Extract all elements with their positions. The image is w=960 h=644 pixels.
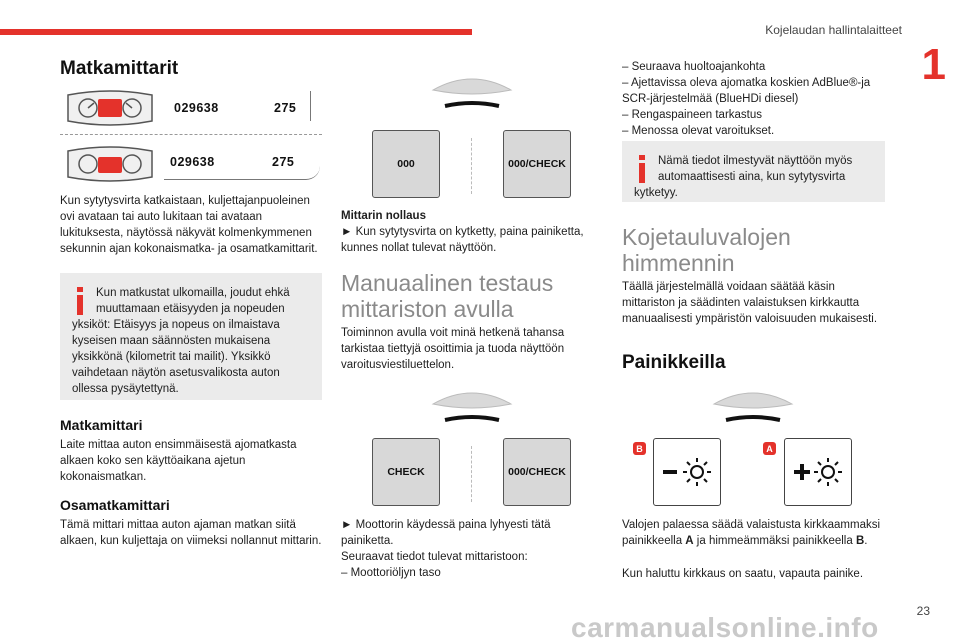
adjust-paragraph xyxy=(622,517,884,549)
manual-test-paragraph: Toiminnon avulla voit minä hetkenä tahansa tarkistaa tiettyjä osoittimia ja tuoda näyttöön varoitusviestiluettelon. xyxy=(341,327,565,371)
odometer-illustration-1 xyxy=(60,89,322,127)
adjust-text: ja himmeämmäksi painikkeella xyxy=(693,535,856,547)
info-text: Nämä tiedot ilmestyvät näyttöön myös automaattisesti aina, kun sytytysvirta kytketyy. xyxy=(634,155,853,199)
shown-paragraph: Seuraavat tiedot tulevat mittaristoon: xyxy=(341,551,528,563)
brightness-down-icon xyxy=(659,452,715,492)
dimmer-down-button xyxy=(653,438,721,506)
buttons-heading: Painikkeilla xyxy=(622,352,726,373)
intro-paragraph: Kun sytytysvirta katkaistaan, kuljettajanpuoleinen ovi avataan tai auto lukitaan tai avataan lukituksesta, näytössä näkyvät kolmenkymmenen sekunnin ajan kokonaismatka- ja osamatkamittarit. xyxy=(60,195,318,255)
paragraph: Laite mittaa auton ensimmäisestä ajomatkasta alkaen koko sen käyttöaikana ajetun kokonaismatkan. xyxy=(60,439,297,483)
list-item: – Menossa olevat varoitukset. xyxy=(622,125,775,137)
adjust-a: A xyxy=(685,535,694,547)
steering-column-icon xyxy=(427,386,517,432)
header-accent-bar xyxy=(0,29,472,35)
chapter-number: 1 xyxy=(921,40,946,89)
section-heading: Osamatkamittari xyxy=(60,497,170,513)
list-item: – Ajettavissa oleva ajomatka koskien AdBlue®-ja SCR-järjestelmää (BlueHDi diesel) xyxy=(622,77,871,105)
release-paragraph: Kun haluttu kirkkaus on saatu, vapauta painike. xyxy=(622,568,864,580)
reset-heading: Mittarin nollaus xyxy=(341,210,426,222)
instrument-cluster-icon xyxy=(60,89,160,127)
info-box xyxy=(622,141,885,202)
button-check: CHECK xyxy=(372,438,440,506)
divider xyxy=(471,138,472,194)
dimmer-paragraph: Täällä järjestelmällä voidaan säätää käsin mittariston ja säädinten valaistuksen kirkkautta manuaalisesti ympäristön valoisuuden mukaisesti. xyxy=(622,281,878,325)
section-heading: Matkamittari xyxy=(60,417,143,433)
button-000-check: 000/CHECK xyxy=(503,438,571,506)
button-000-check: 000/CHECK xyxy=(503,130,571,198)
adjust-text: . xyxy=(864,535,868,547)
info-icon xyxy=(72,285,96,317)
manual-test-heading: Manuaalinen testaus mittariston avulla xyxy=(341,270,554,322)
odometer-trip: 275 xyxy=(274,101,297,115)
instrument-cluster-icon xyxy=(60,145,160,183)
dimmer-up-button xyxy=(784,438,852,506)
list-item: – Seuraava huoltoajankohta xyxy=(622,61,766,73)
divider xyxy=(471,446,472,502)
odometer-total: 029638 xyxy=(174,101,219,115)
brightness-up-icon xyxy=(790,452,846,492)
info-text: Kun matkustat ulkomailla, joudut ehkä muuttamaan etäisyyden ja nopeuden yksiköt: Etäisyys ja nopeus on ilmaistava kyseisen maan säännösten mukaisena yksikkönä (kilometrit tai mailit). Yksikkö vaihdetaan näytön asetusvalikosta auton ollessa pysäytettynä. xyxy=(72,287,290,395)
adjust-b: B xyxy=(855,535,865,547)
watermark: carmanualsonline.info xyxy=(571,612,879,643)
odometer-trip: 275 xyxy=(272,155,295,169)
dimmer-heading: Kojetauluvalojen himmennin xyxy=(622,224,791,276)
page-number: 23 xyxy=(916,604,930,618)
list-item: – Moottoriöljyn taso xyxy=(341,567,441,579)
info-icon xyxy=(634,153,658,185)
list xyxy=(622,59,884,139)
steering-column-icon xyxy=(708,386,798,432)
adjust-text: Valojen palaessa säädä valaistusta kirkkaammaksi painikkeella xyxy=(622,519,881,547)
reset-paragraph: ► Kun sytytysvirta on kytketty, paina painiketta, kunnes nollat tulevat näyttöön. xyxy=(341,226,584,254)
label-a: A xyxy=(763,442,776,455)
list-item: – Rengaspaineen tarkastus xyxy=(622,109,763,121)
page-title: Matkamittarit xyxy=(60,58,179,79)
odometer-illustration-2 xyxy=(60,145,322,183)
label-b: B xyxy=(633,442,646,455)
odometer-total: 029638 xyxy=(170,155,215,169)
steering-column-icon xyxy=(427,72,517,118)
paragraph: Tämä mittari mittaa auton ajaman matkan siitä alkaen, kun kuljettaja on viimeksi nollannut mittarin. xyxy=(60,519,322,547)
section-title: Kojelaudan hallintalaitteet xyxy=(765,23,902,37)
info-box xyxy=(60,273,322,400)
button-000: 000 xyxy=(372,130,440,198)
divider xyxy=(60,134,322,135)
engine-paragraph: ► Moottorin käydessä paina lyhyesti tätä painiketta. xyxy=(341,519,551,547)
